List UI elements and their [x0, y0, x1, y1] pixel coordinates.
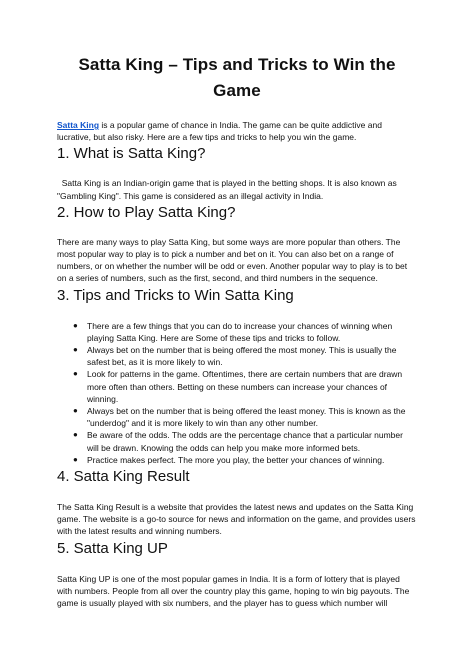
section-body-what-is: Satta King is an Indian-origin game that is played in the betting shops. It is also known as "Gambling King". This game is considered as an illegal activity in India.	[57, 178, 400, 201]
bullet-icon: ●	[73, 454, 78, 464]
list-item: ● Be aware of the odds. The odds are the percentage chance that a particular number will be drawn. Knowing the odds can help you make more informed bets.	[73, 430, 403, 453]
bullet-icon: ●	[73, 406, 78, 416]
section-heading-what-is: 1. What is Satta King?	[57, 145, 206, 163]
list-item: ● Always bet on the number that is being offered the least money. This is known as the "underdog" and it is more likely to win than any other number.	[73, 406, 406, 429]
section-body-result: The Satta King Result is a website that provides the latest news and updates on the Satta King game. The website is a go-to source for news and information on the game, and provides users with the latest results and winning numbers.	[57, 502, 416, 537]
list-item: ● Practice makes perfect. The more you play, the better your chances of winning.	[73, 454, 385, 465]
section-heading-up: 5. Satta King UP	[57, 539, 168, 557]
bullet-icon: ●	[73, 430, 78, 440]
section-heading-how-to-play: 2. How to Play Satta King?	[57, 203, 236, 221]
section-heading-tips: 3. Tips and Tricks to Win Satta King	[57, 286, 294, 304]
section-body-up: Satta King UP is one of the most popular games in India. It is a form of lottery that is played with numbers. People from all over the country play this game, hoping to win big payouts. The game is usually played with six numbers, and the player has to guess which number will	[57, 573, 410, 609]
satta-king-link[interactable]: Satta King	[57, 120, 100, 130]
bullet-icon: ●	[73, 369, 78, 379]
section-heading-result: 4. Satta King Result	[57, 468, 190, 486]
intro-paragraph	[57, 119, 417, 143]
list-item: ● Look for patterns in the game. Oftentimes, there are certain numbers that are drawn more often than others. Betting on these numbers can increase your chances of winning.	[73, 369, 403, 404]
section-body-how-to-play: There are many ways to play Satta King, but some ways are more popular than others. The most popular way to play is to pick a number and bet on it. You can also bet on a range of numbers, or on whether the number will be odd or even. Another popular way to play is to bet on a series of numbers, such as the first, second, and third numbers in the sequence.	[57, 236, 408, 284]
document-title: Satta King – Tips and Tricks to Win the Game	[78, 55, 396, 100]
bullet-icon: ●	[73, 320, 78, 330]
list-item: ● Always bet on the number that is being offered the most money. This is usually the safest bet, as it is more likely to win.	[73, 345, 397, 368]
intro-text: is a popular game of chance in India. The game can be quite addictive and lucrative, but also risky. Here are a few tips and tricks to help you win the game.	[57, 120, 382, 143]
list-item: ● There are a few things that you can do to increase your chances of winning when playing Satta King. Here are Some of these tips and tricks to follow.	[73, 320, 393, 343]
tips-list	[57, 320, 417, 466]
bullet-icon: ●	[73, 345, 78, 355]
